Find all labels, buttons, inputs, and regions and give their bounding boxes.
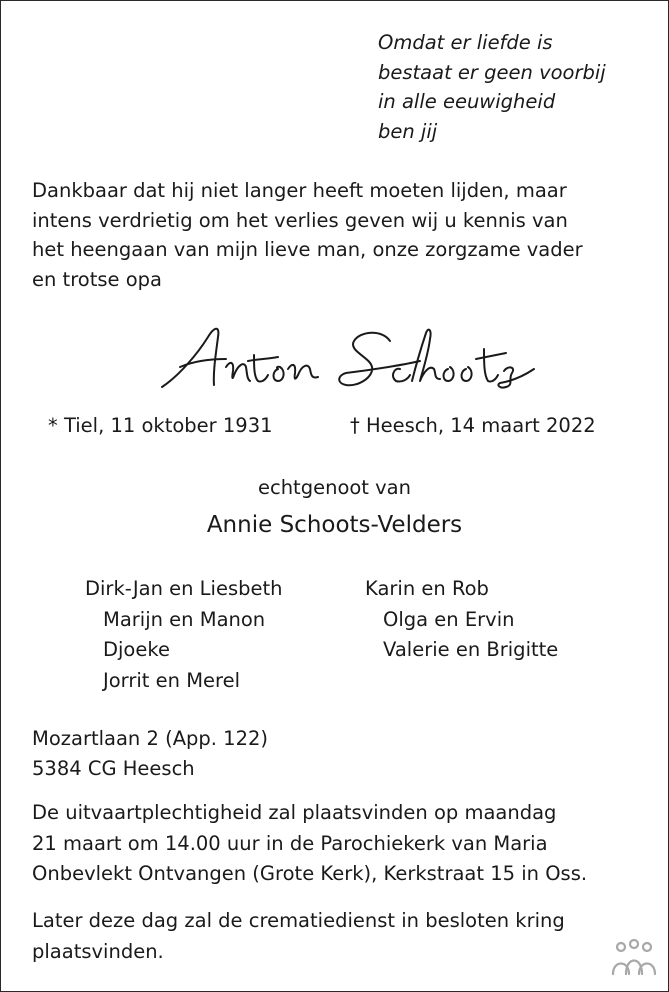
poem-line: Omdat er liefde is xyxy=(378,31,553,54)
spouse-name: Annie Schoots-Velders xyxy=(206,512,463,538)
address-line: Mozartlaan 2 (App. 122) xyxy=(32,727,269,750)
family-member: Valerie en Brigitte xyxy=(383,638,559,661)
family-list-left xyxy=(85,574,283,696)
funeral-line: Onbevlekt Ontvangen (Grote Kerk), Kerkstraat 15 in Oss. xyxy=(32,862,588,885)
cremation-line: plaatsvinden. xyxy=(32,939,164,963)
poem-line: bestaat er geen voorbij xyxy=(378,60,606,84)
family-member: Jorrit en Merel xyxy=(103,668,241,692)
family-member: Djoeke xyxy=(103,638,170,661)
funeral-line: 21 maart om 14.00 uur in de Parochiekerk van Maria xyxy=(32,831,548,855)
funeral-line: De uitvaartplechtigheid zal plaatsvinden op maandag xyxy=(32,801,557,824)
family-list-right xyxy=(365,574,558,666)
family-member: Olga en Ervin xyxy=(383,607,515,631)
funeral-info xyxy=(32,798,642,890)
spouse-intro: echtgenoot van xyxy=(257,476,411,499)
intro-text xyxy=(32,176,642,294)
intro-line: intens verdrietig om het verlies geven wij u kennis van xyxy=(32,208,568,232)
people-group-icon xyxy=(609,938,659,978)
address xyxy=(32,724,268,784)
cremation-line: Later deze dag zal de crematiedienst in besloten kring xyxy=(32,909,565,932)
signature-name xyxy=(150,315,550,400)
intro-line: het heengaan van mijn lieve man, onze zorgzame vader xyxy=(32,238,583,261)
cremation-info xyxy=(32,906,642,967)
poem-line: ben jij xyxy=(378,119,438,143)
death-date: † Heesch, 14 maart 2022 xyxy=(350,414,596,437)
address-line: 5384 CG Heesch xyxy=(32,757,195,780)
intro-line: Dankbaar dat hij niet langer heeft moeten lijden, maar xyxy=(32,179,567,202)
family-member: Marijn en Manon xyxy=(103,607,266,631)
poem-line: in alle eeuwigheid xyxy=(378,90,556,113)
poem xyxy=(378,28,606,146)
intro-line: en trotse opa xyxy=(32,267,162,291)
birth-date: * Tiel, 11 oktober 1931 xyxy=(48,414,273,437)
family-member: Dirk-Jan en Liesbeth xyxy=(85,577,283,600)
family-member: Karin en Rob xyxy=(365,577,489,600)
